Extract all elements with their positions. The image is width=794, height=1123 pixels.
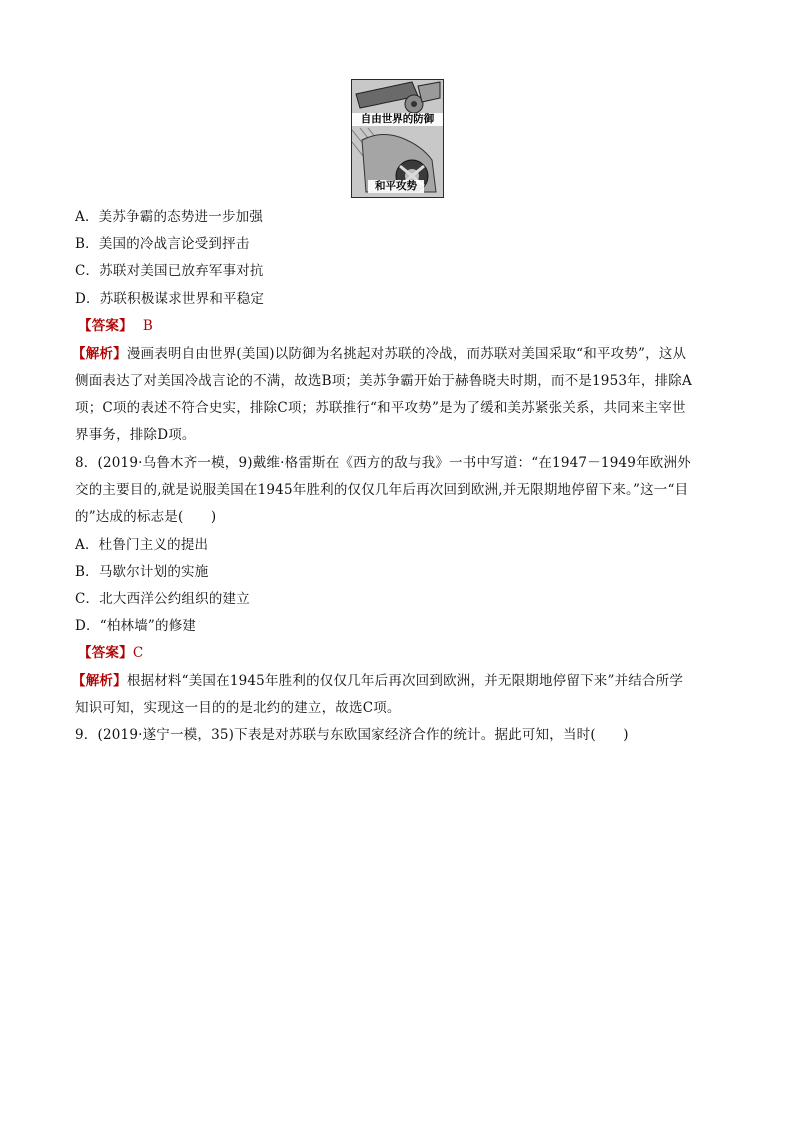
- q9-stem: 9．(2019·遂宁一模，35)下表是对苏联与东欧国家经济合作的统计。据此可知，当时( ): [75, 727, 629, 743]
- q7-analysis-line-2: 侧面表达了对美国冷战言论的不满，故选B项；美苏争霸开始于赫鲁晓夫时期，而不是1953年，排除A: [75, 373, 692, 389]
- q7-answer-value: B: [142, 318, 153, 334]
- q8-option-b: B．马歇尔计划的实施: [75, 564, 209, 580]
- q7-analysis-line-1: [72, 346, 686, 362]
- q7-option-c: C．苏联对美国已放弃军事对抗: [75, 263, 264, 279]
- q7-analysis-line-4: 界事务，排除D项。: [75, 427, 196, 443]
- q7-option-b: B．美国的冷战言论受到抨击: [75, 236, 250, 252]
- cartoon-image: [351, 79, 444, 198]
- q8-answer-label: 【答案】: [78, 645, 133, 661]
- q8-analysis-text-1: 根据材料“美国在1945年胜利的仅仅几年后再次回到欧洲，并无限期地停留下来”并结合所学: [126, 673, 684, 689]
- q7-analysis-line-3: 项；C项的表述不符合史实，排除C项；苏联推行“和平攻势”是为了缓和美苏紧张关系，共同来主宰世: [75, 400, 686, 416]
- q8-analysis-line-1: [72, 673, 683, 689]
- q8-answer-row: [78, 645, 143, 661]
- q8-option-a: A．杜鲁门主义的提出: [75, 537, 209, 553]
- q8-stem-line-2: 交的主要目的,就是说服美国在1945年胜利的仅仅几年后再次回到欧洲,并无限期地停留下来。”这一“目: [75, 482, 689, 498]
- cartoon-caption-bottom: 和平攻势: [368, 180, 424, 193]
- q7-option-a: A．美苏争霸的态势进一步加强: [75, 209, 264, 225]
- cartoon-caption-top: 自由世界的防御: [352, 113, 443, 126]
- q8-option-c: C．北大西洋公约组织的建立: [75, 591, 250, 607]
- q8-analysis-label: 【解析】: [72, 673, 127, 689]
- q8-stem-line-3: 的”达成的标志是( ): [75, 509, 217, 525]
- q8-option-d: D．“柏林墙”的修建: [75, 618, 197, 634]
- q8-answer-value: C: [132, 645, 144, 661]
- q8-analysis-line-2: 知识可知，实现这一目的的是北约的建立，故选C项。: [75, 700, 401, 716]
- q8-stem-line-1: 8．(2019·乌鲁木齐一模，9)戴维·格雷斯在《西方的敌与我》一书中写道：“在1947－1949年欧洲外: [75, 455, 691, 471]
- q7-analysis-label: 【解析】: [72, 346, 127, 362]
- q7-option-d: D．苏联积极谋求世界和平稳定: [75, 291, 265, 307]
- q7-answer-row: [78, 318, 153, 334]
- q7-analysis-text-1: 漫画表明自由世界(美国)以防御为名挑起对苏联的冷战，而苏联对美国采取“和平攻势”，这从: [126, 346, 687, 362]
- q7-answer-label: 【答案】: [78, 318, 133, 334]
